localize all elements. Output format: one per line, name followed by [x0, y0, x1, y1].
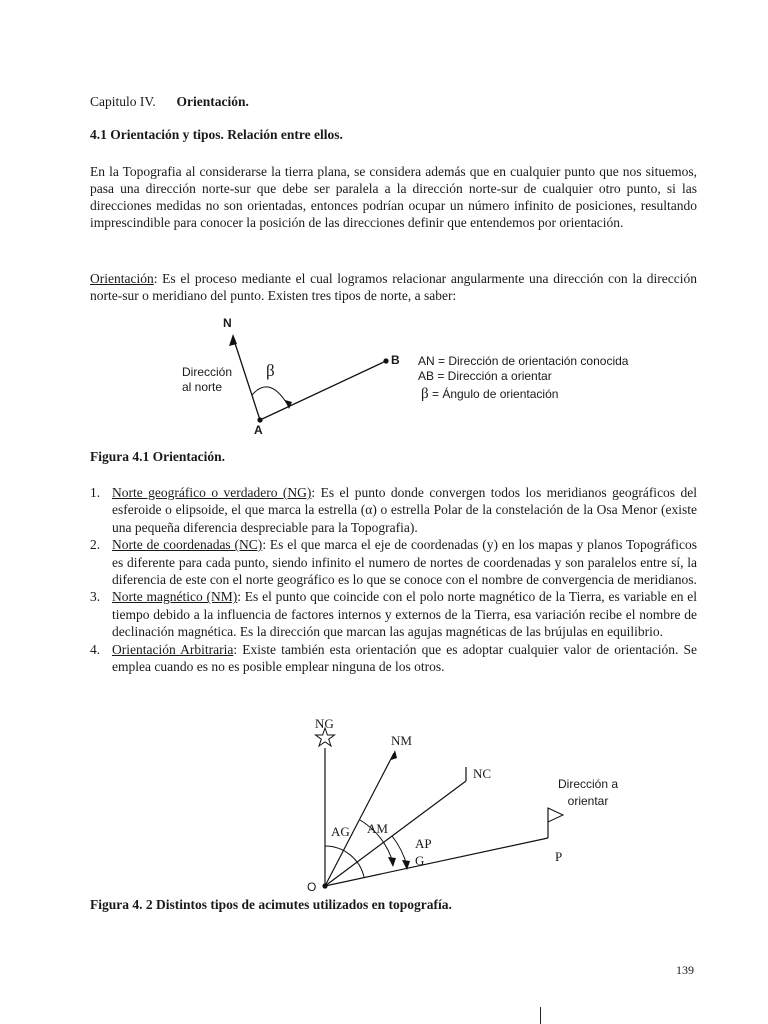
figure1-beta: β	[266, 361, 275, 380]
figure2-caption: Figura 4. 2 Distintos tipos de acimutes utilizados en topografía.	[90, 897, 452, 912]
figure2-direction-line2: orientar	[567, 794, 609, 808]
list-item-term: Norte magnético (NM)	[112, 589, 238, 605]
chapter-label: Capitulo IV.	[90, 94, 156, 109]
legend-beta-symbol: β	[421, 386, 429, 402]
list-item-text: : Es el punto donde convergen todos los meridianos geográficos del esferoide o elipsoide, el que marca la estrella (α) o estrella Polar de la constelación de la Osa Menor (existe una pequeña diferencia despreciable para la Topografia).	[112, 485, 697, 535]
list-item-number: 1.	[90, 485, 101, 500]
figure1-label-n: N	[223, 316, 232, 330]
figure2-label-ng: NG	[315, 716, 334, 731]
list-item-number: 4.	[90, 641, 101, 657]
nm-arrow-icon	[391, 750, 397, 760]
page-number: 139	[676, 963, 694, 977]
figure1-label-b: B	[391, 353, 400, 367]
section-title: Orientación y tipos. Relación entre ellos.	[110, 127, 343, 142]
figure1-direction-line2: al norte	[182, 380, 223, 394]
intro-paragraph: En la Topografia al considerarse la tierra plana, se considera además que en cualquier punto que nos situemos, pasa una dirección norte-sur que debe ser paralela a la dirección norte-sur de cualquier otro punto, si las direcciones medidas no son orientadas, entonces podrían ocupar un número infinito de posiciones, resultando imprescindible para conocer la posición de las direcciones definir que entendemos por orientación.	[90, 164, 697, 230]
section-number: 4.1	[90, 127, 107, 142]
figure2-label-g: G	[415, 853, 425, 868]
figure2-label-nc: NC	[473, 766, 492, 781]
figure2-label-p: P	[555, 849, 563, 864]
chapter-title: Orientación.	[176, 94, 249, 109]
figure2-label-nm: NM	[391, 733, 412, 748]
figure2-direction-label	[548, 776, 628, 810]
list-item-text: : Es el que marca el eje de coordenadas (y) en los mapas y planos Topográficos es diferente para cada punto, siendo infinito el numero de nortes de coordenadas y son paralelos entre sí, la diferencia de este con el norte geográfico es lo que se conoce con el nombre de convergencia de meridianos.	[112, 537, 698, 588]
list-item-number: 3.	[90, 589, 101, 605]
figure1-caption: Figura 4.1 Orientación.	[90, 449, 225, 464]
orientation-term: Orientación	[90, 271, 154, 286]
legend-an: AN = Dirección de orientación conocida	[418, 354, 629, 368]
figure1-direction-line1: Dirección	[182, 365, 233, 379]
figure2-label-ap: AP	[415, 836, 432, 851]
list-item-term: Norte geográfico o verdadero (NG)	[112, 485, 312, 500]
legend-ab: AB = Dirección a orientar	[418, 369, 552, 383]
list-item-number: 2.	[90, 537, 101, 553]
legend-beta-text: = Ángulo de orientación	[431, 387, 559, 401]
page-edge-mark	[540, 1007, 541, 1024]
figure2-label-am: AM	[367, 821, 388, 836]
op-line	[325, 838, 548, 886]
list-item-text: : Es el punto que coincide con el polo norte magnético de la Tierra, es variable en el tiempo debido a la influencia de factores internos y externos de la Tierra, esa variación recibe el nombre de declinación magnética. Es la dirección que marcan las agujas magnéticas de las brújulas en equilibrio.	[112, 589, 698, 640]
figure2-label-ag: AG	[331, 824, 350, 839]
figure2-label-o: O	[307, 880, 317, 894]
list-item-text: : Existe también esta orientación que es adoptar cualquier valor de orientación. Se emplea cuando es no es posible emplear ninguna de los otros.	[112, 641, 697, 675]
orientation-text: : Es el proceso mediante el cual logramos relacionar angularmente una dirección con la dirección norte-sur o meridiano del punto. Existen tres tipos de norte, a saber:	[90, 271, 697, 303]
list-item-term: Orientación Arbitraria	[112, 641, 234, 657]
figure1-label-a: A	[254, 423, 263, 437]
list-item-term: Norte de coordenadas (NC)	[112, 537, 263, 553]
figure2-direction-line1: Dirección a	[557, 777, 619, 791]
flag-icon	[548, 808, 563, 822]
am-arrow-icon	[388, 857, 396, 867]
point-o	[322, 883, 327, 888]
